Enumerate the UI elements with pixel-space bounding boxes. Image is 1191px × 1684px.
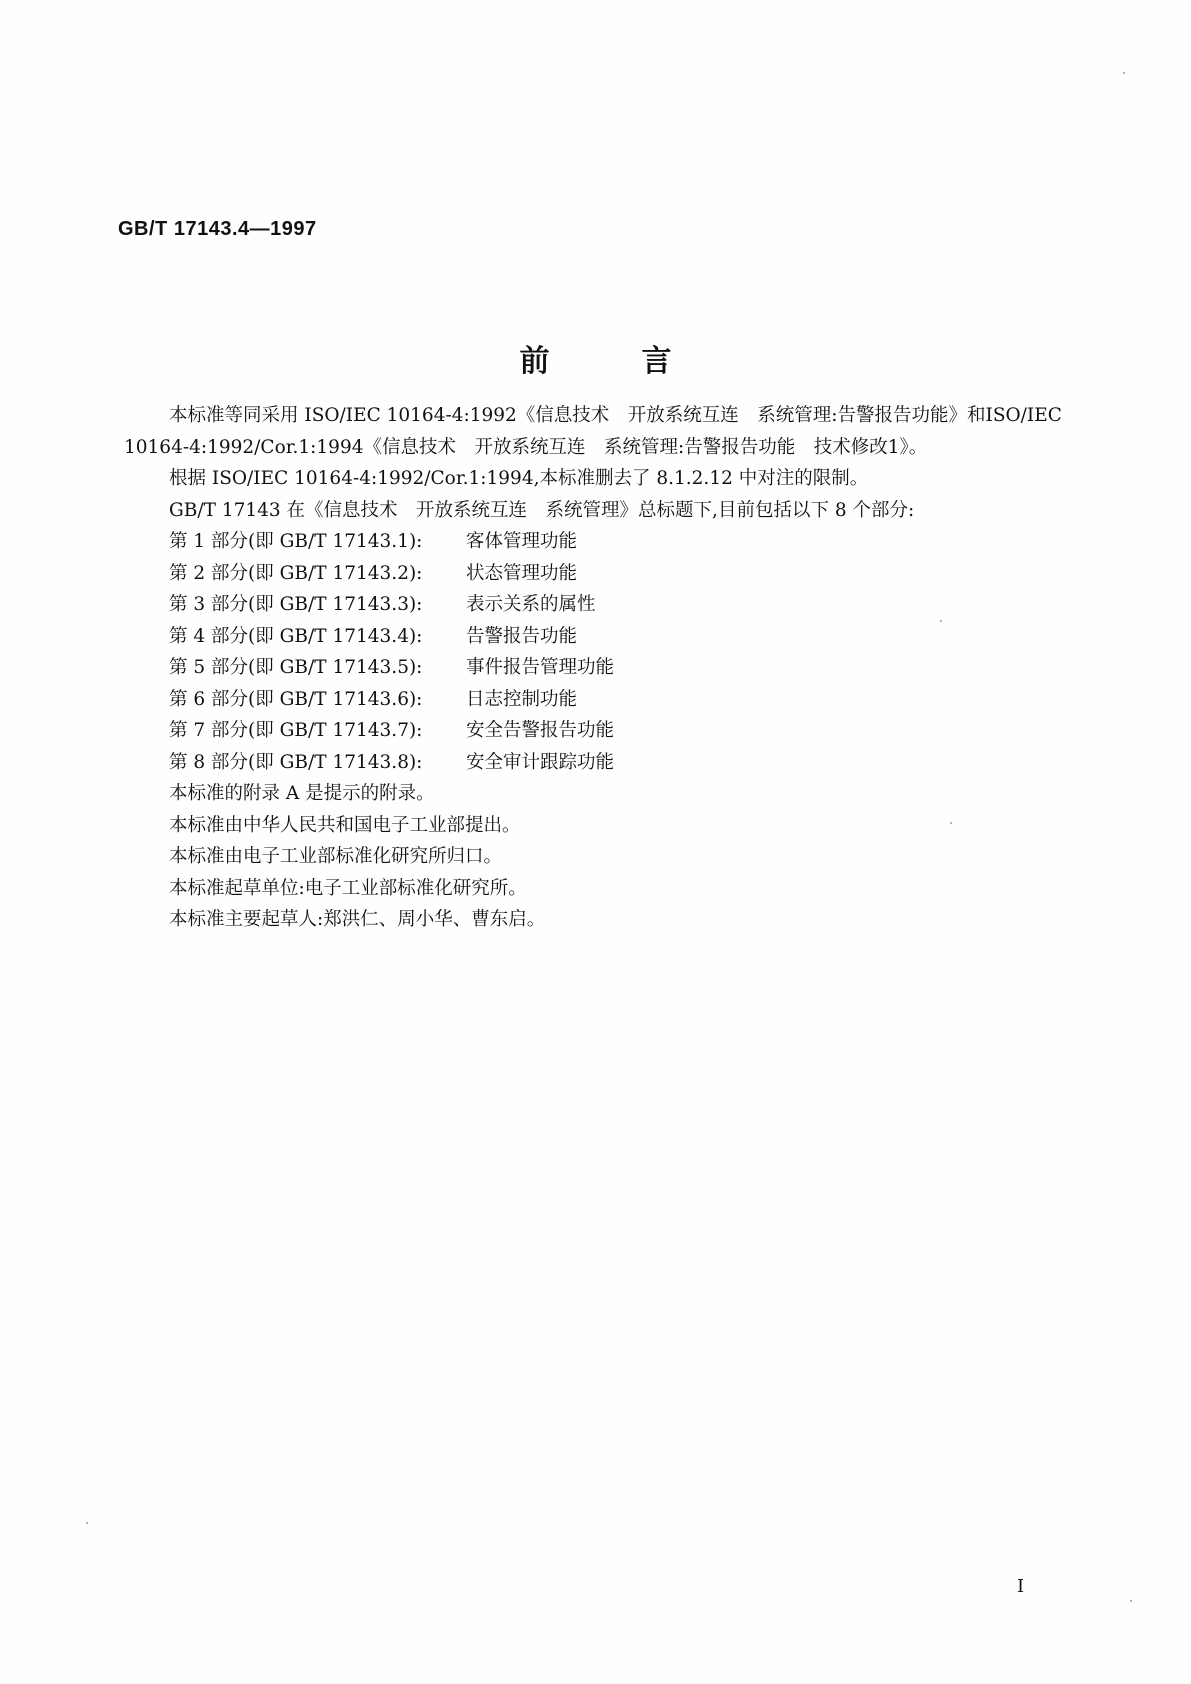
part-name: 状态管理功能 (466, 562, 578, 584)
appendix-note: 本标准的附录 A 是提示的附录。 (169, 783, 435, 804)
list-item (124, 526, 1064, 558)
part-label: 第 3 部分(即 GB/T 17143.3): (169, 594, 423, 615)
part-name: 表示关系的属性 (466, 594, 596, 615)
standard-code: GB/T 17143.4—1997 (118, 218, 317, 240)
parts-list (124, 526, 1064, 778)
scan-speck (950, 822, 952, 824)
part-label: 第 1 部分(即 GB/T 17143.1): (169, 531, 423, 552)
part-name: 告警报告功能 (466, 625, 578, 647)
part-label: 第 6 部分(即 GB/T 17143.6): (169, 688, 423, 710)
list-item (124, 558, 1064, 590)
page-number: I (1017, 1576, 1025, 1597)
part-name: 客体管理功能 (466, 531, 578, 552)
list-item (124, 715, 1064, 747)
part-name: 日志控制功能 (466, 688, 578, 710)
series-note: GB/T 17143 在《信息技术 开放系统互连 系统管理》总标题下,目前包括以下 8 个部分: (169, 499, 915, 521)
drafters-note: 本标准主要起草人:郑洪仁、周小华、曹东启。 (169, 909, 546, 930)
part-label: 第 4 部分(即 GB/T 17143.4): (169, 625, 423, 647)
scan-speck (940, 620, 942, 622)
scan-speck (86, 1522, 88, 1524)
list-item (124, 652, 1064, 684)
part-name: 安全告警报告功能 (466, 720, 615, 741)
administrator-note: 本标准由电子工业部标准化研究所归口。 (169, 846, 503, 867)
adoption-paragraph: 本标准等同采用 ISO/IEC 10164-4:1992《信息技术 开放系统互连 系统管理:告警报告功能》和ISO/IEC 10164-4:1992/Cor.1:1994《信息技术 开放系统互连 系统管理:告警报告功能 技术修改1》。 (124, 405, 1062, 458)
part-name: 安全审计跟踪功能 (466, 751, 615, 773)
drafting-unit-note: 本标准起草单位:电子工业部标准化研究所。 (169, 877, 527, 899)
list-item (124, 621, 1064, 653)
list-item (124, 589, 1064, 621)
deletion-note: 根据 ISO/IEC 10164-4:1992/Cor.1:1994,本标准删去了 8.1.2.12 中对注的限制。 (169, 468, 869, 489)
part-label: 第 5 部分(即 GB/T 17143.5): (169, 657, 423, 678)
scan-speck (1130, 1600, 1132, 1602)
part-label: 第 8 部分(即 GB/T 17143.8): (169, 751, 423, 773)
proposer-note: 本标准由中华人民共和国电子工业部提出。 (169, 814, 521, 836)
scan-speck (1123, 72, 1125, 74)
part-label: 第 7 部分(即 GB/T 17143.7): (169, 720, 423, 741)
list-item (124, 684, 1064, 716)
foreword-body (124, 400, 1064, 936)
part-label: 第 2 部分(即 GB/T 17143.2): (169, 562, 423, 584)
list-item (124, 747, 1064, 779)
part-name: 事件报告管理功能 (466, 657, 615, 678)
page-title: 前言 (519, 344, 764, 379)
